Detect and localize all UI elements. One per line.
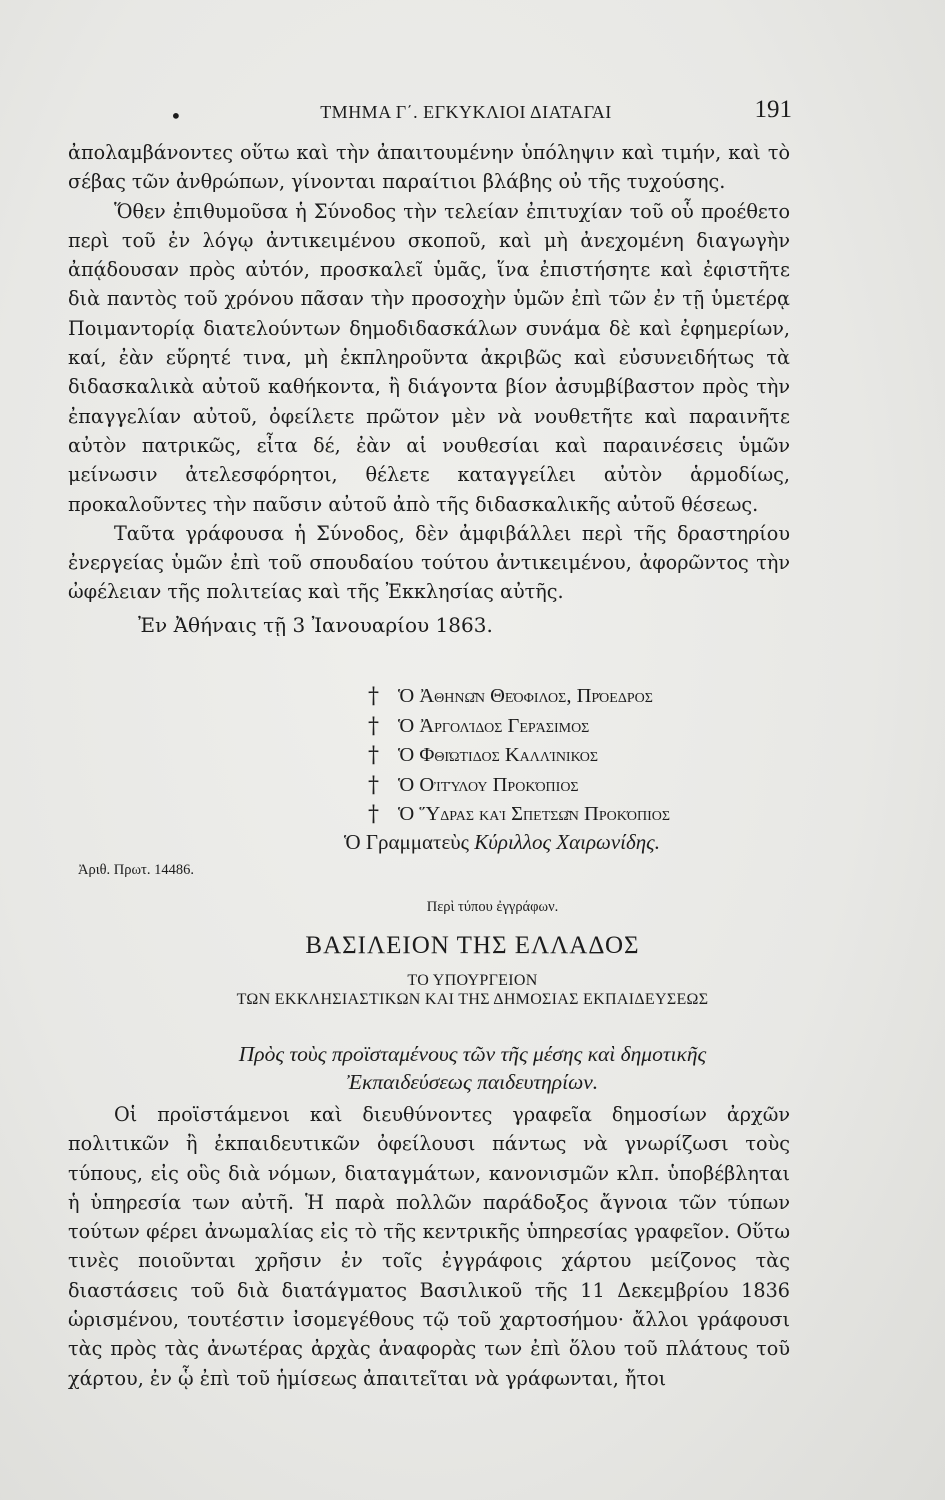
signatory-name: Ὁ Ὕδρας καὶ Σπετσῶν Προκόπιος — [398, 803, 670, 826]
circular-body — [68, 138, 790, 640]
circular-paragraph: Ὅθεν ἐπιθυμοῦσα ἡ Σύνοδος τὴν τελείαν ἐπιτυχίαν τοῦ οὗ προέθετο περὶ τοῦ ἐν λόγῳ ἀντικειμένου σκοποῦ, καὶ μὴ ἀνεχομένη διαγωγὴν ἀπᾴδουσαν πρὸς αὐτόν, προσκαλεῖ ὑμᾶς, ἵνα ἐπιστήσητε καὶ ἐφιστῆτε διὰ παντὸς τοῦ χρόνου πᾶσαν τὴν προσοχὴν ὑμῶν ἐπὶ τῶν ἐν τῇ ὑμετέρᾳ Ποιμαντορίᾳ διατελούντων δημοδιδασκάλων συνάμα δὲ καὶ ἐφημερίων, καί, ἐὰν εὕρητέ τινα, μὴ ἐκπληροῦντα ἀκριβῶς καὶ εὐσυνειδήτως τὰ διδασκαλικὰ αὐτοῦ καθήκοντα, ἢ διάγοντα βίον ἀσυμβίβαστον πρὸς τὴν ἐπαγγελίαν αὐτοῦ, ὀφείλετε πρῶτον μὲν νὰ νουθετῆτε καὶ παραινῆτε αὐτὸν πατρικῶς, εἶτα δέ, ἐὰν αἱ νουθεσίαι καὶ παραινέσεις ὑμῶν μείνωσιν ἀτελεσφόρητοι, θέλετε καταγγείλει αὐτὸν ἁρμοδίως, προκαλοῦντες τὴν παῦσιν αὐτοῦ ἀπὸ τῆς διδασκαλικῆς αὐτοῦ θέσεως. — [68, 199, 790, 516]
decree-body — [68, 1100, 790, 1393]
date-line: Ἐν Ἀθήναις τῇ 3 Ἰανουαρίου 1863. — [138, 612, 493, 637]
secretary-title: Ὁ Γραμματεὺς — [344, 830, 469, 854]
signature-line — [368, 712, 798, 742]
ministry-line: ΤΟ ΥΠΟΥΡΓΕΙΟΝ — [407, 972, 538, 989]
circular-paragraph: Ταῦτα γράφουσα ἡ Σύνοδος, δὲν ἀμφιβάλλει περὶ τῆς δραστηρίου ἐνεργείας ὑμῶν ἐπὶ τοῦ σπουδαίου τούτου ἀντικειμένου, ἀφορῶντος τὴν ὠφέλειαν τῆς πολιτείας καὶ τῆς Ἐκκλησίας αὐτῆς. — [68, 521, 790, 604]
addressee-line: Ἐκπαιδεύσεως παιδευτηρίων. — [346, 1070, 599, 1094]
running-title: ΤΜΗΜΑ Γ΄. ΕΓΚΥΚΛΙΟΙ ΔΙΑΤΑΓΑΙ — [320, 102, 612, 122]
secretary-name: Κύριλλος Χαιρωνίδης. — [474, 830, 660, 854]
circular-paragraph: ἀπολαμβάνοντες οὕτω καὶ τὴν ἀπαιτουμένην ὑπόληψιν καὶ τιμήν, καὶ τὸ σέβας τῶν ἀνθρώπων, γίνονται παραίτιοι βλάβης οὐ τῆς τυχούσης. — [68, 141, 790, 194]
signatory-name: Ὁ Φθιώτιδος Καλλίνικος — [398, 744, 599, 767]
signatory-name: Ὁ Οἰτύλου Προκόπιος — [398, 773, 579, 796]
cross-icon: † — [368, 713, 379, 739]
protocol-number: Ἀριθ. Πρωτ. 14486. — [78, 862, 195, 878]
page-number: 191 — [754, 96, 792, 123]
signatures-list — [368, 682, 798, 830]
signatory-name: Ὁ Ἀθηνῶν Θεόφιλος, Πρόεδρος — [398, 685, 653, 708]
signatory-name: Ὁ Ἀργολίδος Γεράσιμος — [398, 714, 590, 737]
cross-icon: † — [368, 684, 379, 710]
ministry-line: ΤΩΝ ΕΚΚΛΗΣΙΑΣΤΙΚΩΝ ΚΑΙ ΤΗΣ ΔΗΜΟΣΙΑΣ ΕΚΠΑΙΔΕΥΣΕΩΣ — [236, 991, 709, 1008]
kingdom-heading: ΒΑΣΙΛΕΙΟΝ ΤΗΣ ΕΛΛΑΔΟΣ — [305, 932, 640, 959]
cross-icon: † — [368, 772, 379, 798]
signature-line — [368, 682, 798, 712]
ministry-heading — [0, 971, 945, 1009]
page-header — [140, 96, 792, 134]
cross-icon: † — [368, 743, 379, 769]
header-bullet: • — [170, 104, 182, 128]
addressee-heading — [0, 1040, 945, 1096]
addressee-line: Πρὸς τοὺς προϊσταμένους τῶν τῆς μέσης καὶ δημοτικῆς — [238, 1042, 707, 1066]
signature-line — [368, 741, 798, 771]
document-subject: Περὶ τύπου ἐγγράφων. — [426, 899, 559, 915]
secretary-signature — [344, 830, 660, 855]
cross-icon: † — [368, 802, 379, 828]
decree-paragraph: Οἱ προϊστάμενοι καὶ διευθύνοντες γραφεῖα δημοσίων ἀρχῶν πολιτικῶν ἢ ἐκπαιδευτικῶν ὀφείλουσι πάντως νὰ γνωρίζωσι τοὺς τύπους, εἰς οὓς διὰ νόμων, διαταγμάτων, κανονισμῶν κλπ. ὑποβέβληται ἡ ὑπηρεσία των αὐτῆ. Ἡ παρὰ πολλῶν παράδοξος ἄγνοια τῶν τύπων τούτων φέρει ἀνωμαλίας εἰς τὸ τῆς κεντρικῆς ὑπηρεσίας γραφεῖον. Οὕτω τινὲς ποιοῦνται χρῆσιν ἐν τοῖς ἐγγράφοις χάρτου μείζονος τὰς διαστάσεις τοῦ διὰ διατάγματος Βασιλικοῦ τῆς 11 Δεκεμβρίου 1836 ὡρισμένου, τουτέστιν ἰσομεγέθους τῷ τοῦ χαρτοσήμου· ἄλλοι γράφουσι τὰς πρὸς τὰς ἀνωτέρας ἀρχὰς ἀναφορὰς των ἐπὶ ὅλου τοῦ πλάτους τοῦ χάρτου, ἐν ᾧ ἐπὶ τοῦ ἡμίσεως ἀπαιτεῖται νὰ γράφωνται, ἤτοι — [68, 1103, 790, 1390]
signature-line — [368, 800, 798, 830]
signature-line — [368, 771, 798, 801]
